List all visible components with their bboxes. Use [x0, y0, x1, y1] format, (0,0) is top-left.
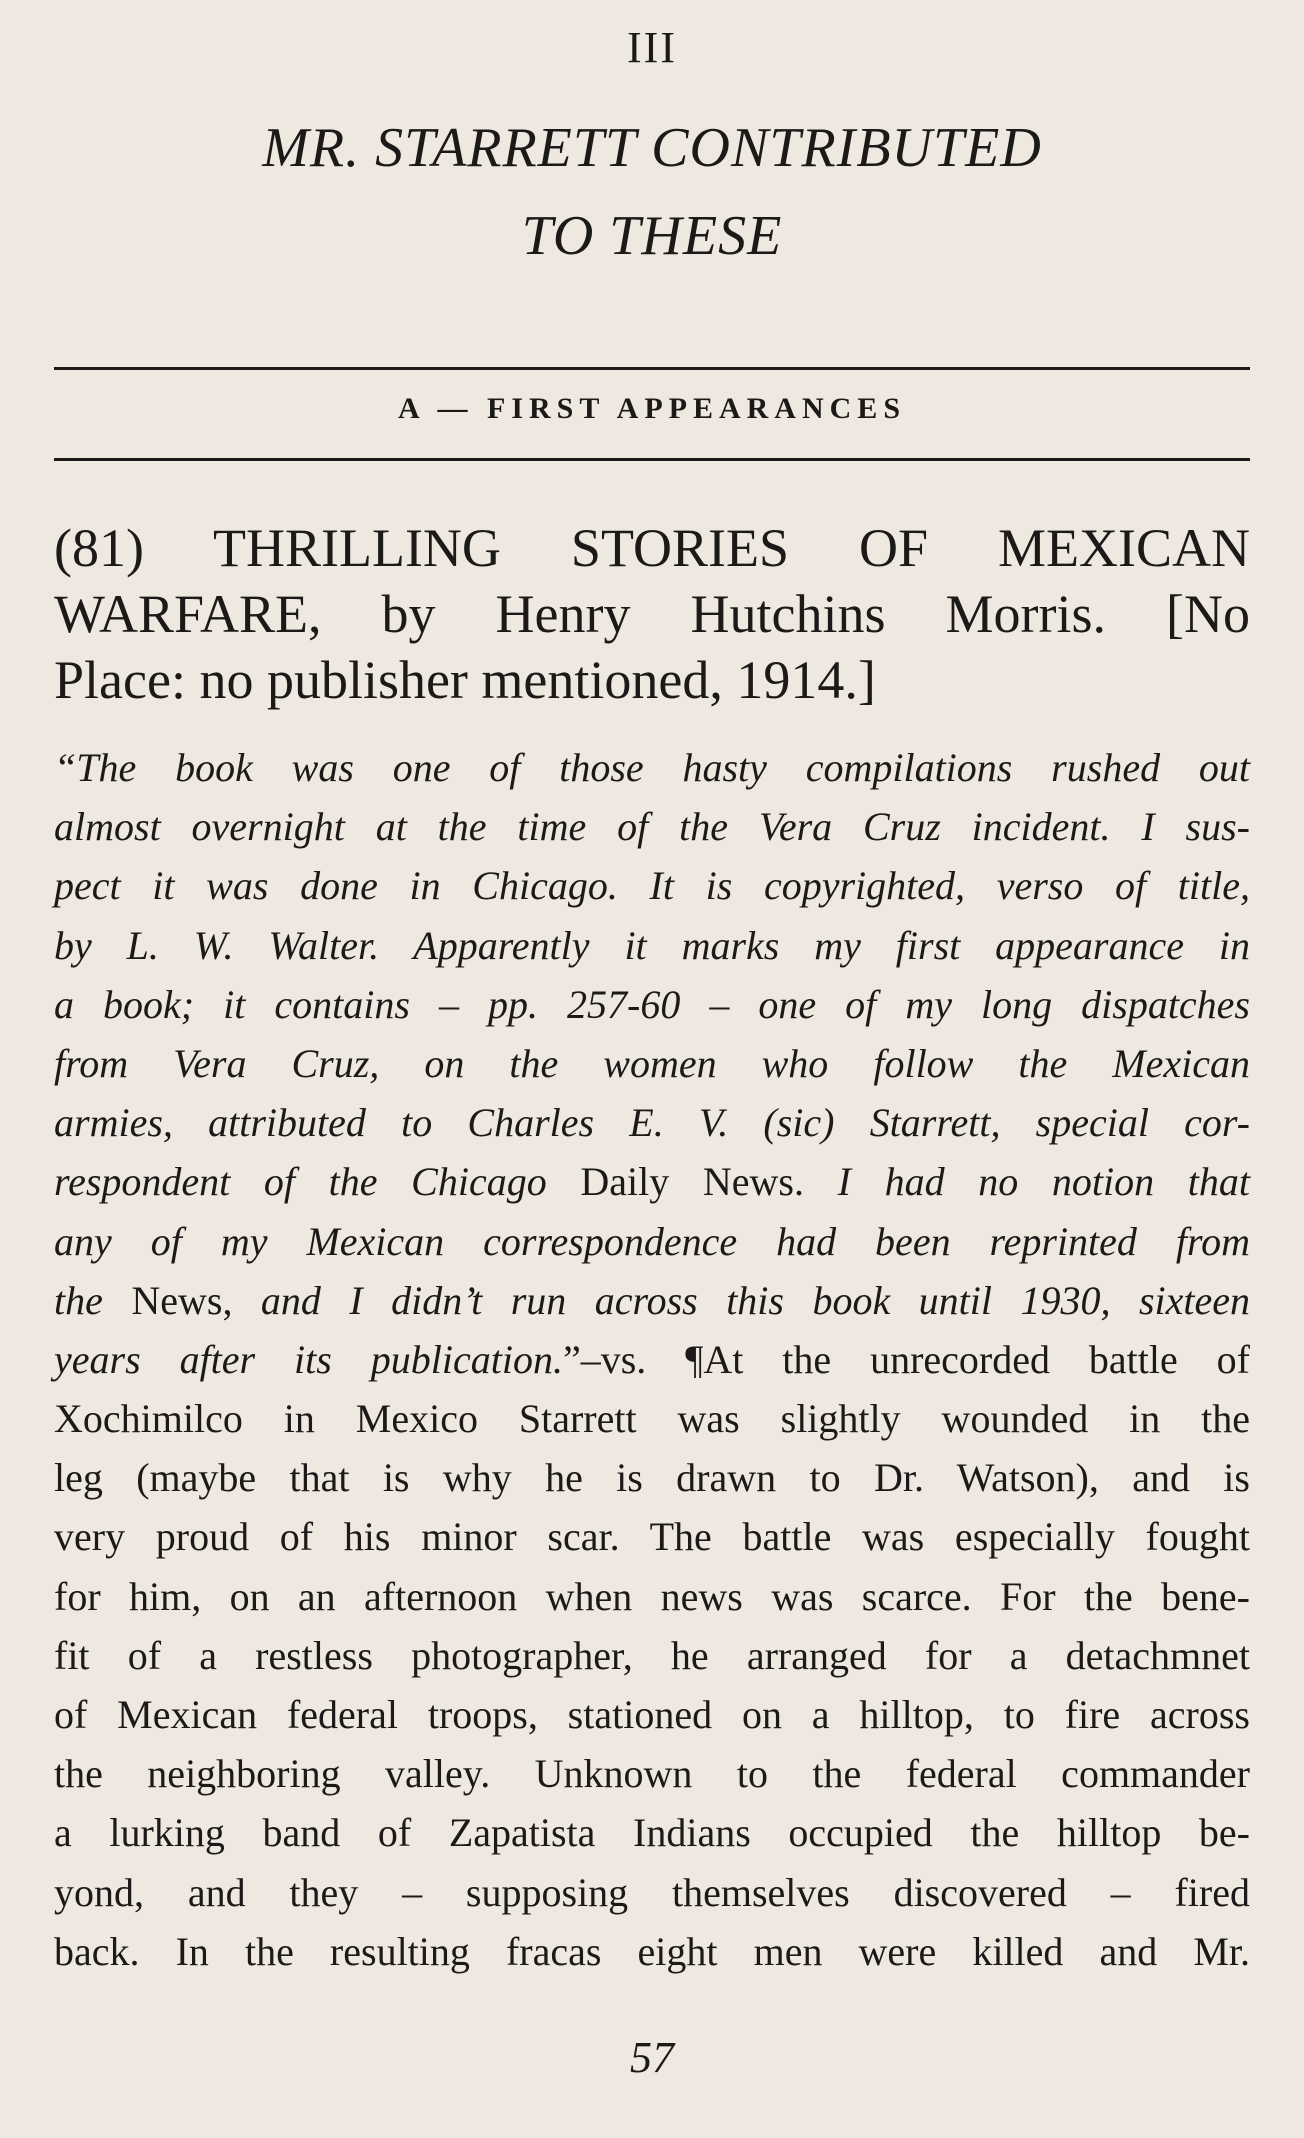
- text-run: the neighboring valley. Unknown to the federal commander: [54, 1751, 1250, 1797]
- section-heading: A — FIRST APPEARANCES: [397, 392, 907, 425]
- body-line: [54, 1271, 1250, 1330]
- text-run: of Mexican federal troops, stationed on a hilltop, to fire across: [54, 1692, 1250, 1737]
- text-run: Daily News.: [580, 1159, 838, 1205]
- text-run: “The book was one of those hasty compilations rushed out: [54, 745, 1250, 790]
- body-line: [54, 1330, 1250, 1389]
- body-line: [54, 856, 1250, 915]
- body-line: [54, 1685, 1250, 1744]
- text-run: almost overnight at the time of the Vera Cruz incident. I sus-: [54, 804, 1250, 850]
- text-run: years after its publication.: [54, 1336, 563, 1382]
- body-line: [54, 1389, 1250, 1448]
- body-line: [54, 1212, 1250, 1271]
- text-run: leg (maybe that is why he is drawn to Dr. Watson), and is: [54, 1455, 1250, 1501]
- chapter-number: III: [627, 23, 677, 72]
- body-line: [54, 1922, 1250, 1981]
- text-run: respondent of the Chicago: [54, 1159, 581, 1205]
- body-line: [54, 916, 1250, 975]
- body-line: [54, 975, 1250, 1034]
- text-run: a lurking band of Zapatista Indians occupied the hilltop be-: [54, 1810, 1250, 1856]
- text-run: I had no notion that: [837, 1159, 1251, 1205]
- text-run: yond, and they – supposing themselves discovered – fired: [54, 1869, 1250, 1915]
- entry-title-line: Place: no publisher mentioned, 1914.]: [54, 650, 876, 710]
- chapter-title-line-2: TO THESE: [521, 205, 783, 267]
- page-number: 57: [630, 2033, 674, 2082]
- text-run: back. In the resulting fracas eight men were killed and Mr.: [54, 1928, 1250, 1974]
- body-line: [54, 1744, 1250, 1803]
- entry-title-line: (81) THRILLING STORIES OF MEXICAN: [54, 518, 1250, 578]
- chapter-title: [0, 104, 1304, 280]
- entry-title: [54, 515, 1250, 713]
- text-run: from Vera Cruz, on the women who follow the Mexican: [54, 1040, 1250, 1086]
- text-run: the: [54, 1277, 132, 1323]
- body-line: [54, 1152, 1250, 1211]
- text-run: by L. W. Walter. Apparently it marks my first appearance in: [54, 922, 1250, 968]
- body-line: [54, 1034, 1250, 1093]
- body-line: [54, 1448, 1250, 1507]
- bottom-rule: [54, 458, 1250, 461]
- text-run: ”–vs. ¶At the unrecorded battle of: [562, 1336, 1251, 1382]
- body-line: [54, 1626, 1250, 1685]
- body-line: [54, 797, 1250, 856]
- top-rule: [54, 367, 1250, 370]
- text-run: and I didn’t run across this book until 1930, sixteen: [260, 1277, 1250, 1323]
- text-run: any of my Mexican correspondence had been reprinted from: [54, 1218, 1250, 1264]
- entry-body: [54, 738, 1250, 1981]
- text-run: a book; it contains – pp. 257-60 – one of my long dispatches: [54, 981, 1250, 1027]
- text-run: fit of a restless photographer, he arranged for a detachmnet: [54, 1632, 1250, 1678]
- text-run: armies, attributed to Charles E. V. (sic) Starrett, special cor-: [54, 1100, 1250, 1146]
- entry-title-line: WARFARE, by Henry Hutchins Morris. [No: [54, 584, 1250, 644]
- body-line: [54, 1567, 1250, 1626]
- text-run: News,: [131, 1277, 261, 1323]
- text-run: for him, on an afternoon when news was scarce. For the bene-: [54, 1573, 1250, 1619]
- text-run: Xochimilco in Mexico Starrett was slightly wounded in the: [54, 1396, 1250, 1442]
- body-line: [54, 1093, 1250, 1152]
- text-run: very proud of his minor scar. The battle was especially fought: [54, 1514, 1250, 1560]
- body-line: [54, 738, 1250, 797]
- text-run: pect it was done in Chicago. It is copyrighted, verso of title,: [54, 863, 1250, 909]
- body-line: [54, 1863, 1250, 1922]
- body-line: [54, 1803, 1250, 1862]
- body-line: [54, 1507, 1250, 1566]
- chapter-title-line-1: MR. STARRETT CONTRIBUTED: [262, 117, 1042, 179]
